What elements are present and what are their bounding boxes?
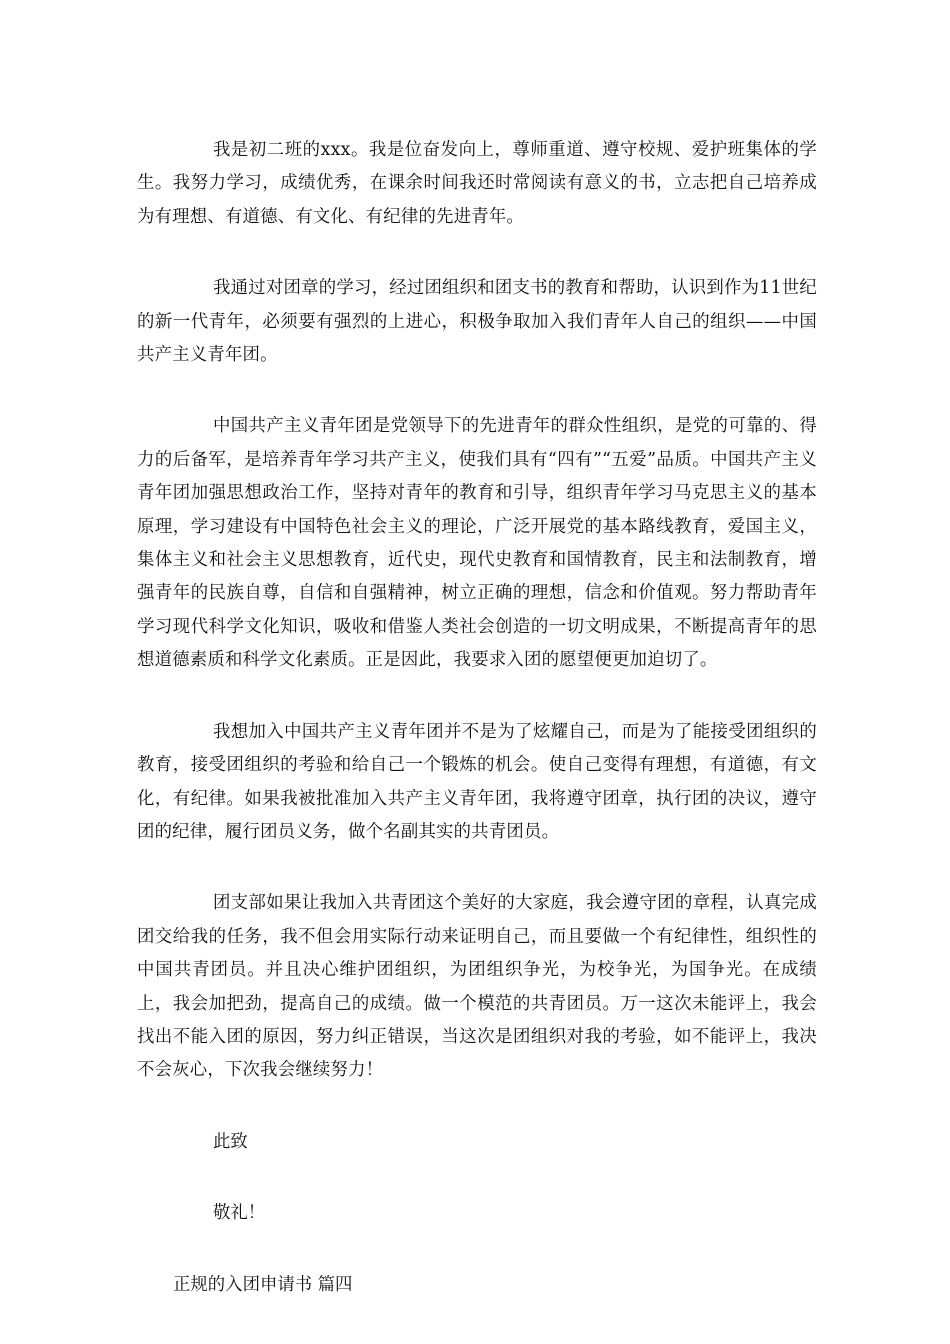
- paragraph-league-description: 中国共产主义青年团是党领导下的先进青年的群众性组织，是党的可靠的、得力的后备军，是培养青年学习共产主义，使我们具有“四有”“五爱”品质。中国共产主义青年团加强思想政治工作，坚持对青年的教育和引导，组织青年学习马克思主义的基本原理，学习建设有中国特色社会主义的理论，广泛开展党的基本路线教育，爱国主义，集体主义和社会主义思想教育，近代史，现代史教育和国情教育，民主和法制教育，增强青年的民族自尊，自信和自强精神，树立正确的理想，信念和价值观。努力帮助青年学习现代科学文化知识，吸收和借鉴人类社会创造的一切文明成果，不断提高青年的思想道德素质和科学文化素质。正是因此，我要求入团的愿望便更加迫切了。: [137, 416, 817, 671]
- next-section-title: 正规的入团申请书 篇四: [173, 1274, 353, 1295]
- paragraph-motivation: 我通过对团章的学习，经过团组织和团支书的教育和帮助，认识到作为11世纪的新一代青年，必须要有强烈的上进心，积极争取加入我们青年人自己的组织——中国共产主义青年团。: [137, 278, 817, 366]
- paragraph-intro: 我是初二班的xxx。我是位奋发向上，尊师重道、遵守校规、爱护班集体的学生。我努力学习，成绩优秀，在课余时间我还时常阅读有意义的书，立志把自己培养成为有理想、有道德、有文化、有纪律的先进青年。: [137, 140, 817, 227]
- document-body: [137, 134, 817, 1302]
- closing-salutation: 此致: [213, 1131, 248, 1152]
- paragraph-commitment: 团支部如果让我加入共青团这个美好的大家庭，我会遵守团的章程，认真完成团交给我的任务，我不但会用实际行动来证明自己，而且要做一个有纪律性，组织性的中国共青团员。并且决心维护团组织，为团组织争光，为校争光，为国争光。在成绩上，我会加把劲，提高自己的成绩。做一个模范的共青团员。万一这次未能评上，我会找出不能入团的原因，努力纠正错误，当这次是团组织对我的考验，如不能评上，我决不会灰心，下次我会继续努力！: [137, 893, 817, 1081]
- paragraph-purpose: 我想加入中国共产主义青年团并不是为了炫耀自己，而是为了能接受团组织的教育，接受团组织的考验和给自己一个锻炼的机会。使自己变得有理想，有道德，有文化，有纪律。如果我被批准加入共产主义青年团，我将遵守团章，执行团的决议，遵守团的纪律，履行团员义务，做个名副其实的共青团员。: [137, 721, 817, 842]
- closing-regards: 敬礼！: [213, 1203, 266, 1224]
